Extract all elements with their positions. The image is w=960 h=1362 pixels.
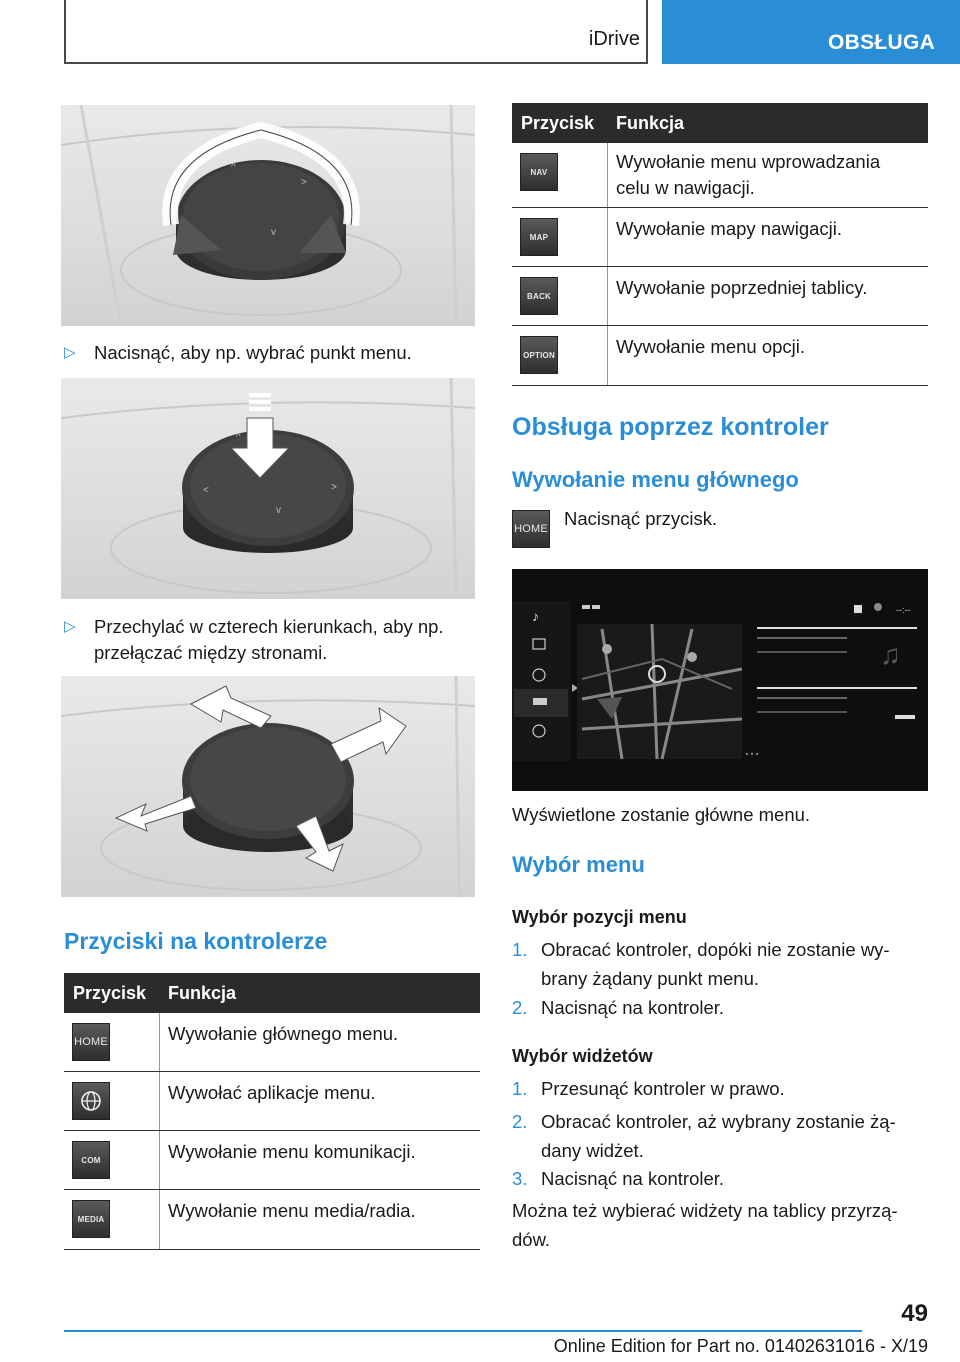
page-number: 49 <box>901 1300 928 1327</box>
nav-key-icon: NAV <box>520 153 558 191</box>
footer-edition: Online Edition for Part no. 01402631016 - X/19 <box>553 1336 928 1356</box>
home-key-icon: HOME <box>72 1023 110 1061</box>
table-row: HOME Wywołanie głównego menu. <box>64 1013 480 1072</box>
home-instruction: Nacisnąć przycisk. <box>564 508 718 529</box>
footer-divider <box>64 1330 862 1332</box>
table-header: Przycisk Funkcja <box>512 103 928 143</box>
svg-text:♫: ♫ <box>880 639 901 670</box>
main-menu-displayed-text: Wyświetlone zostanie główne menu. <box>512 804 811 825</box>
idrive-main-menu-screen <box>512 569 928 791</box>
table-row: COM Wywołanie menu komunikacji. <box>64 1131 480 1190</box>
chapter-label: OBSŁUGA <box>828 31 936 54</box>
svg-text:>: > <box>331 482 337 493</box>
header-section-label: iDrive <box>588 28 640 50</box>
media-key-icon: MEDIA <box>72 1200 110 1238</box>
svg-text:v: v <box>276 505 281 516</box>
svg-text:♪: ♪ <box>532 608 539 624</box>
section-title-controller-operation: Obsługa poprzez kontroler <box>512 413 829 441</box>
controller-tilt-photo <box>61 378 475 599</box>
bullet-triangle-icon: ▷ <box>64 344 76 361</box>
option-key-icon: OPTION <box>520 336 558 374</box>
globe-key-icon <box>72 1082 110 1120</box>
svg-text:^: ^ <box>231 162 236 173</box>
controller-buttons-table <box>64 973 480 1251</box>
table-row: BACK Wywołanie poprzedniej tablicy. <box>512 267 928 326</box>
svg-text:<: < <box>203 485 209 496</box>
table-row: Wywołać aplikacje menu. <box>64 1072 480 1131</box>
subtitle-main-menu: Wywołanie menu głównego <box>512 467 799 492</box>
controller-buttons-table-continued <box>512 103 928 386</box>
svg-text:>: > <box>301 177 307 188</box>
com-key-icon: COM <box>72 1141 110 1179</box>
controller-four-directions-photo <box>61 676 475 897</box>
bullet-triangle-icon: ▷ <box>64 618 76 635</box>
closing-text: Można też wybierać widżety na tablicy przyrzą-dów. <box>512 1200 898 1250</box>
group-title-widgets: Wybór widżetów <box>512 1046 653 1066</box>
table-header: Przycisk Funkcja <box>64 973 480 1013</box>
section-title-controller-buttons: Przyciski na kontrolerze <box>64 928 328 954</box>
controller-press-photo <box>61 105 475 326</box>
map-key-icon: MAP <box>520 218 558 256</box>
subtitle-menu-selection: Wybór menu <box>512 852 645 877</box>
table-row: MAP Wywołanie mapy nawigacji. <box>512 208 928 267</box>
table-row: NAV Wywołanie menu wprowadzania celu w nawigacji. <box>512 143 928 208</box>
svg-text:v: v <box>271 227 276 238</box>
svg-text:--:--: --:-- <box>896 605 911 615</box>
table-row: MEDIA Wywołanie menu media/radia. <box>64 1190 480 1250</box>
back-key-icon: BACK <box>520 277 558 315</box>
table-row: OPTION Wywołanie menu opcji. <box>512 326 928 386</box>
group-title-menu-item: Wybór pozycji menu <box>512 907 687 927</box>
header-chapter-tab <box>662 0 960 64</box>
svg-text:^: ^ <box>236 432 241 443</box>
home-key-icon: HOME <box>512 510 550 548</box>
